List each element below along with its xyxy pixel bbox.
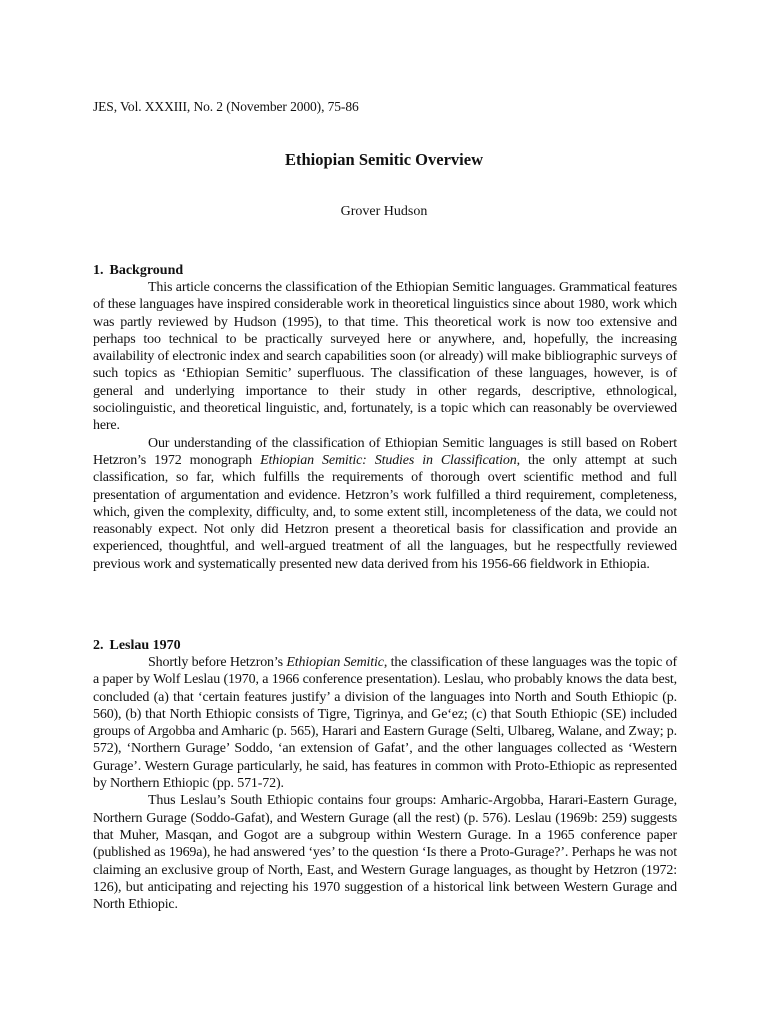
section-leslau-1970 (93, 637, 677, 913)
paragraph: This article concerns the classification of the Ethiopian Semitic languages. Grammatical features of these languages have inspired considerable work in theoretical linguistics since about 1980, work which was partly reviewed by Hudson (1995), to that time. This theoretical work is now too extensive and perhaps too technical to be practically surveyed here or anywhere, and, hopefully, the increasing availability of electronic index and search capabilities soon (or already) will make bibliographic surveys of such topics as ‘Ethiopian Semitic’ superfluous. The classification of these languages, however, is of general and underlying importance to their study in other regards, descriptive, ethnological, sociolinguistic, and theoretical linguistic, and, fortunately, is a topic which can reasonably be overviewed here. (93, 280, 677, 434)
section-title: Leslau 1970 (109, 638, 181, 653)
article-title: Ethiopian Semitic Overview (285, 150, 483, 169)
paragraph: Our understanding of the classification of Ethiopian Semitic languages is still based on Robert Hetzron’s 1972 monograph Ethiopian Semitic: Studies in Classification, the only attempt at such classification, so far, which fulfills the requirements of thorough overt scientific method and full presentation of argumentation and evidence. Hetzron’s work fulfilled a third requirement, completeness, which, given the complexity, difficulty, and, to some extent still, incompleteness of the data, we could not reasonably expect. Not only did Hetzron present a theoretical basis for classification and provide an experienced, thoughtful, and well-argued treatment of all the languages, but he respectfully reviewed previous work and systematically presented new data derived from his 1956-66 fieldwork in Ethiopia. (93, 435, 677, 572)
paragraph: Thus Leslau’s South Ethiopic contains four groups: Amharic-Argobba, Harari-Eastern Gurage, Northern Gurage (Soddo-Gafat), and Western Gurage (all the rest) (p. 576). Leslau (1969b: 259) suggests that Muher, Masqan, and Gogot are a subgroup within Western Gurage. In a 1965 conference paper (published as 1969a), he had answered ‘yes’ to the question ‘Is there a Proto-Gurage?’. Perhaps he was not claiming an exclusive group of North, East, and Western Gurage languages, as thought by Hetzron (1972: 126), but anticipating and rejecting his 1970 suggestion of a historical link between Western Gurage and North Ethiopic. (93, 793, 677, 913)
section-background (93, 262, 677, 573)
italic-book-title: Ethiopian Semitic: Studies in Classification (260, 452, 517, 468)
journal-citation: JES, Vol. XXXIII, No. 2 (November 2000), 75-86 (93, 99, 359, 114)
article-author: Grover Hudson (340, 204, 428, 219)
italic-book-title: Ethiopian Semitic (286, 655, 384, 670)
paragraph: Shortly before Hetzron’s Ethiopian Semitic, the classification of these languages was the topic of a paper by Wolf Leslau (1970, a 1966 conference presentation). Leslau, who probably knows the data best, concluded (a) that ‘certain features justify’ a division of the languages into North and South Ethiopic (p. 560), (b) that North Ethiopic consists of Tigre, Tigrinya, and Ge‘ez; (c) that South Ethiopic (SE) included groups of Argobba and Amharic (p. 565), Harari and Eastern Gurage (Selti, Ulbareg, Walane, and Zway; p. 572), ‘Northern Gurage’ Soddo, ‘an extension of Gafat’, and the other languages collected as ‘Western Gurage’. Western Gurage particularly, he said, has features in common with Proto-Ethiopic as represented by Northern Ethiopic (pp. 571-72). (93, 655, 677, 792)
section-heading (93, 262, 677, 279)
section-number: 2. (93, 638, 104, 653)
section-title: Background (109, 263, 184, 278)
section-number: 1. (93, 263, 104, 278)
section-heading (93, 637, 677, 654)
